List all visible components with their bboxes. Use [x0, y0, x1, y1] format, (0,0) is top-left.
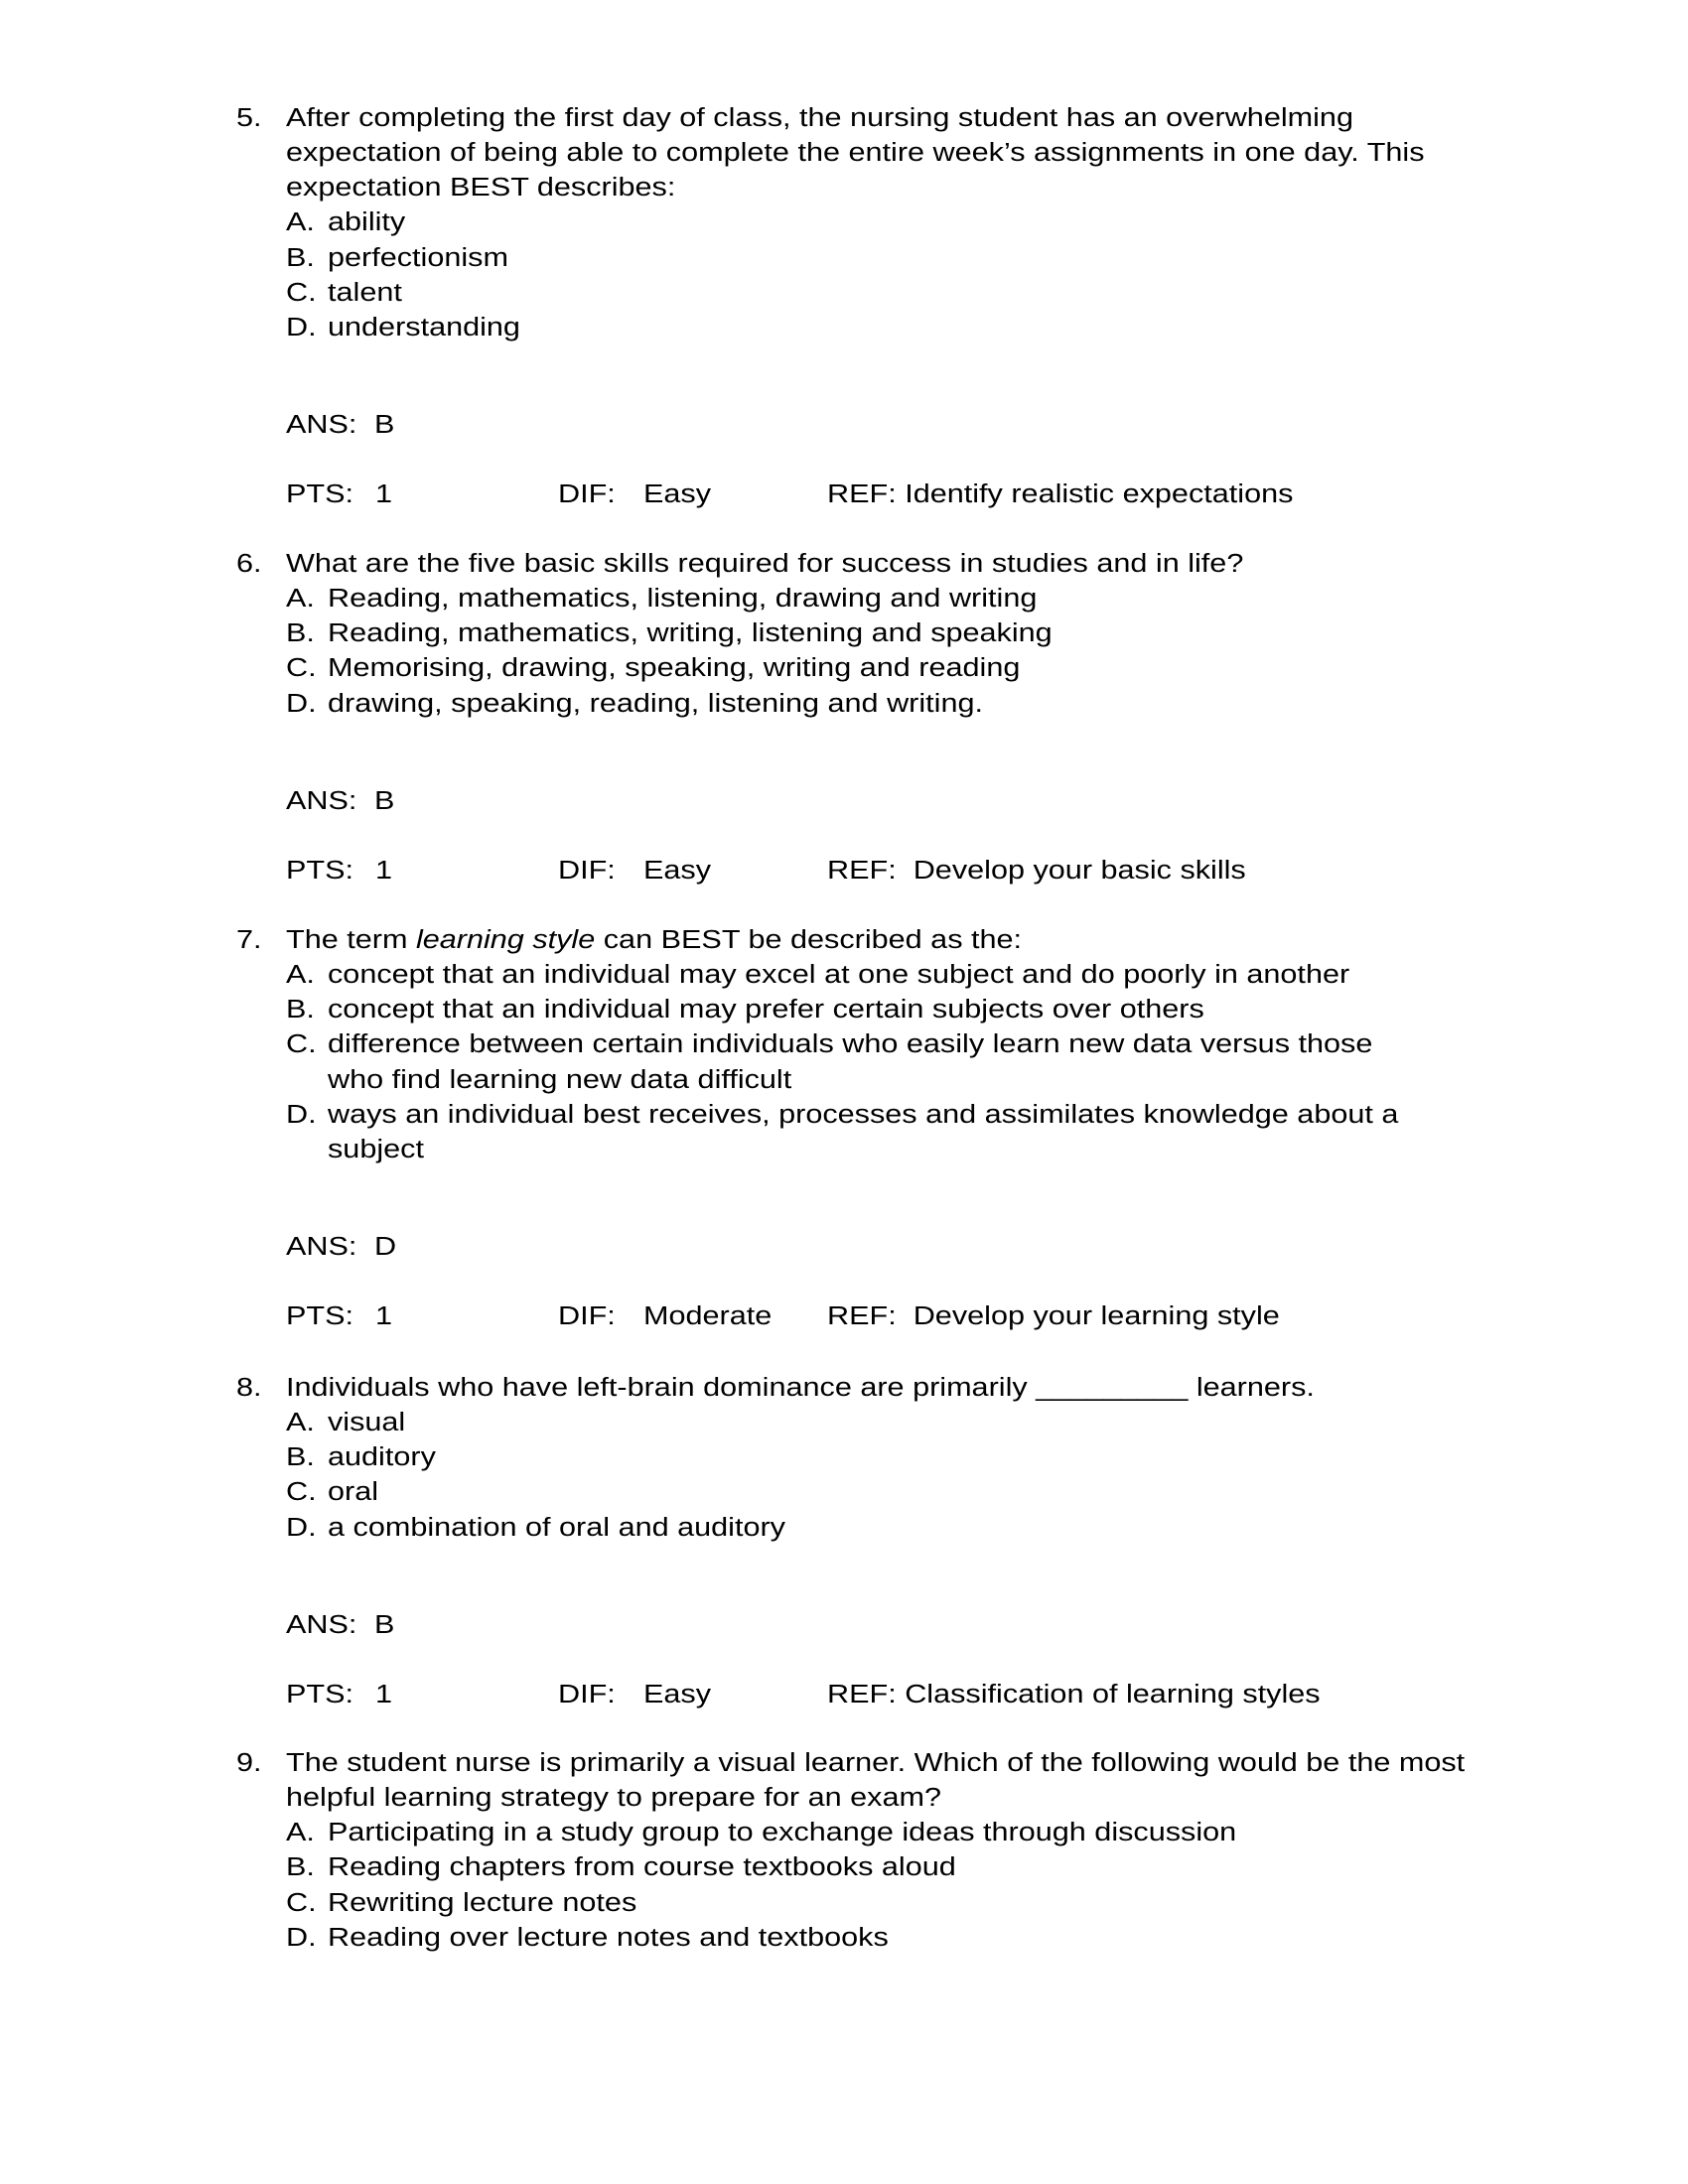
stem-line: expectation of being able to complete the entire week’s assignments in one day. This [286, 138, 1425, 167]
option-text: concept that an individual may excel at one subject and do poorly in another [328, 960, 1350, 989]
option-d [0, 687, 1688, 722]
points-value: 1 [375, 1680, 393, 1708]
stem-line: helpful learning strategy to prepare for an exam? [286, 1783, 941, 1812]
points-label: PTS: [286, 856, 354, 885]
question-stem [0, 923, 1688, 958]
option-letter: A. [286, 1819, 315, 1847]
option-letter: B. [286, 619, 315, 648]
stem-line: What are the five basic skills required for success in studies and in life? [286, 549, 1244, 578]
reference: REF: Classification of learning styles [827, 1680, 1321, 1708]
option-text: perfectionism [328, 243, 508, 272]
points-value: 1 [375, 480, 393, 509]
option-text: Rewriting lecture notes [328, 1888, 637, 1917]
option-letter: B. [286, 996, 315, 1024]
option-b [0, 1850, 1688, 1885]
option-letter: C. [286, 1478, 317, 1507]
option-b [0, 241, 1688, 276]
stem-line: Individuals who have left-brain dominance are primarily _________ learners. [286, 1373, 1315, 1402]
option-a [0, 582, 1688, 616]
option-c [0, 1475, 1688, 1510]
answer-label: ANS: [286, 786, 357, 815]
option-b [0, 1440, 1688, 1475]
answer-row [0, 408, 1688, 443]
option-letter: B. [286, 1853, 315, 1882]
meta-row [0, 854, 1688, 888]
stem-line: expectation BEST describes: [286, 174, 676, 203]
option-letter: C. [286, 1030, 317, 1059]
question-stem [0, 1746, 1688, 1781]
points-value: 1 [375, 856, 393, 885]
option-letter: D. [286, 689, 317, 718]
stem-line: After completing the first day of class, the nursing student has an overwhelming [286, 103, 1353, 132]
option-letter: C. [286, 654, 317, 683]
option-text: who find learning new data difficult [328, 1065, 792, 1094]
question-stem [0, 171, 1688, 205]
option-letter: D. [286, 1513, 317, 1542]
option-a [0, 1816, 1688, 1850]
difficulty-label: DIF: [558, 480, 616, 509]
points-label: PTS: [286, 1302, 354, 1331]
option-letter: A. [286, 208, 315, 237]
option-c [0, 651, 1688, 686]
option-text: concept that an individual may prefer certain subjects over others [328, 996, 1204, 1024]
option-d [0, 1098, 1688, 1133]
answer-row [0, 1230, 1688, 1265]
stem-line [286, 923, 1022, 958]
answer-label: ANS: [286, 411, 357, 440]
question-stem [0, 1781, 1688, 1816]
option-a [0, 205, 1688, 240]
question-number: 8. [236, 1373, 262, 1402]
option-b [0, 993, 1688, 1027]
reference: REF: Develop your basic skills [827, 856, 1246, 885]
question-number: 7. [236, 925, 262, 954]
reference: REF: Develop your learning style [827, 1302, 1280, 1331]
points-label: PTS: [286, 480, 354, 509]
question-8 [0, 1371, 1688, 1712]
question-6 [0, 547, 1688, 888]
answer-label: ANS: [286, 1610, 357, 1639]
difficulty-value: Moderate [643, 1302, 773, 1331]
question-number: 9. [236, 1748, 262, 1777]
option-letter: A. [286, 1408, 315, 1436]
difficulty-label: DIF: [558, 1302, 616, 1331]
difficulty-label: DIF: [558, 856, 616, 885]
option-text: Reading chapters from course textbooks aloud [328, 1853, 956, 1882]
points-label: PTS: [286, 1680, 354, 1708]
stem-text: The term [286, 925, 416, 954]
option-text: Reading, mathematics, listening, drawing and writing [328, 584, 1038, 613]
option-text: understanding [328, 314, 520, 342]
option-a [0, 1406, 1688, 1440]
option-c [0, 1027, 1688, 1062]
stem-line: The student nurse is primarily a visual learner. Which of the following would be the most [286, 1748, 1466, 1777]
option-text: talent [328, 278, 402, 307]
option-text: auditory [328, 1443, 436, 1472]
question-stem [0, 101, 1688, 136]
points-value: 1 [375, 1302, 393, 1331]
meta-row [0, 478, 1688, 512]
option-text: Reading over lecture notes and textbooks [328, 1923, 889, 1952]
answer-row [0, 784, 1688, 819]
option-letter: D. [286, 314, 317, 342]
stem-italic-term: learning style [415, 925, 596, 954]
difficulty-value: Easy [643, 480, 712, 509]
answer-label: ANS: [286, 1233, 357, 1262]
option-letter: A. [286, 584, 315, 613]
meta-row [0, 1678, 1688, 1712]
answer-value: B [374, 786, 395, 815]
option-d-continued [0, 1133, 1688, 1167]
option-text: ability [328, 208, 406, 237]
answer-value: B [374, 1610, 395, 1639]
option-c [0, 276, 1688, 311]
option-d [0, 1921, 1688, 1956]
option-d [0, 1511, 1688, 1546]
option-letter: A. [286, 960, 315, 989]
difficulty-value: Easy [643, 856, 712, 885]
option-letter: D. [286, 1923, 317, 1952]
question-5 [0, 101, 1688, 513]
question-number: 5. [236, 103, 262, 132]
question-stem [0, 1371, 1688, 1406]
option-b [0, 616, 1688, 651]
answer-row [0, 1608, 1688, 1643]
option-text: visual [328, 1408, 406, 1436]
question-9 [0, 1746, 1688, 1957]
option-text: drawing, speaking, reading, listening and writing. [328, 689, 983, 718]
option-letter: D. [286, 1100, 317, 1129]
question-stem [0, 136, 1688, 171]
option-a [0, 958, 1688, 993]
option-letter: B. [286, 243, 315, 272]
option-letter: C. [286, 1888, 317, 1917]
option-text: Reading, mathematics, writing, listening and speaking [328, 619, 1053, 648]
option-text: Memorising, drawing, speaking, writing and reading [328, 654, 1021, 683]
option-c-continued [0, 1063, 1688, 1098]
option-c [0, 1886, 1688, 1921]
reference: REF: Identify realistic expectations [827, 480, 1294, 509]
question-7 [0, 923, 1688, 1335]
meta-row [0, 1299, 1688, 1334]
question-stem [0, 547, 1688, 582]
option-d [0, 311, 1688, 345]
answer-value: B [374, 411, 395, 440]
question-number: 6. [236, 549, 262, 578]
stem-text: can BEST be described as the: [595, 925, 1023, 954]
difficulty-value: Easy [643, 1680, 712, 1708]
answer-value: D [374, 1233, 397, 1262]
option-text: difference between certain individuals who easily learn new data versus those [328, 1030, 1373, 1059]
option-letter: C. [286, 278, 317, 307]
difficulty-label: DIF: [558, 1680, 616, 1708]
option-letter: B. [286, 1443, 315, 1472]
option-text: Participating in a study group to exchange ideas through discussion [328, 1819, 1237, 1847]
option-text: oral [328, 1478, 379, 1507]
option-text: ways an individual best receives, processes and assimilates knowledge about a [328, 1100, 1399, 1129]
option-text: a combination of oral and auditory [328, 1513, 785, 1542]
option-text: subject [328, 1136, 424, 1164]
